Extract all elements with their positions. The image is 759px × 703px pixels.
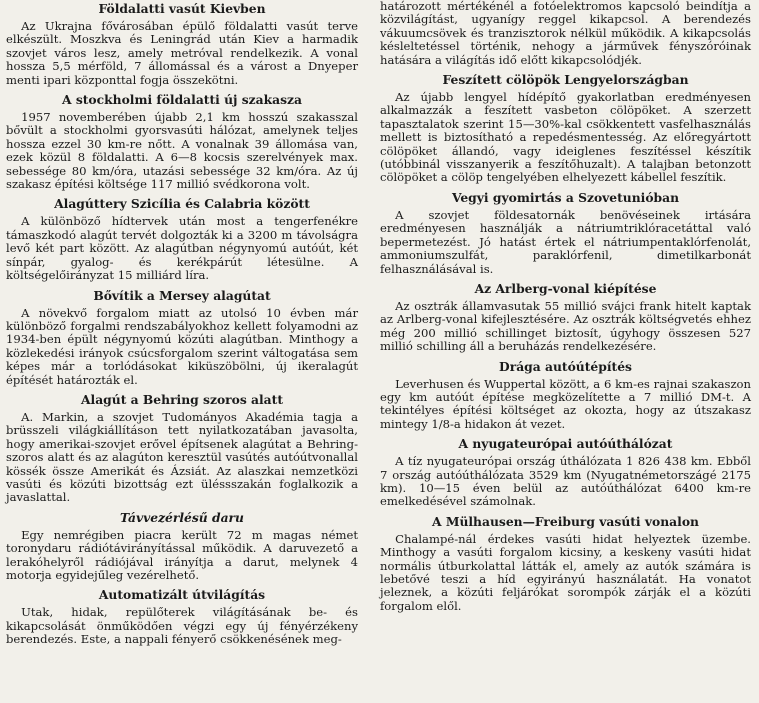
article-body: 1957 novemberében újabb 2,1 km hosszú szakasszal bővült a stockholmi gyorsvasúti hálózat, amelynek teljes hossza ezzel 30 km-re nőtt. A vonalnak 39 állomása van, ezek közül 8 földalatti. A 6—8 kocsis szerelvények max. sebessége 80 km/óra, utazási sebessége 32 km/óra. Az új szakasz építési költsége 117 millió svédkorona volt. bbox=[6, 110, 358, 192]
article-western-europe-motorways bbox=[380, 437, 751, 509]
article-arlberg-line bbox=[380, 282, 751, 354]
article-behring-tunnel bbox=[6, 393, 358, 505]
article-body: Egy nemrégiben piacra került 72 m magas német toronydaru rádiótávirányítással működik. A daruvezető a lerakóhelyről rádiójával irányítja a darut, melynek 4 motorja egyidejűleg vezérelhető. bbox=[6, 527, 358, 582]
article-expensive-motorway bbox=[380, 360, 751, 432]
article-stockholm-metro bbox=[6, 93, 358, 191]
article-body: A növekvő forgalom miatt az utolsó 10 évben már különböző forgalmi rendszabályokhoz kellett folyamodni az 1934-ben épült négynyomú közúti alagútban. Minthogy a közlekedési irányok csúcsforgalom szerint váltogatása sem képes már a torlódásokat kiküszöbölni, új ikeralagút építését határozták el. bbox=[6, 305, 358, 387]
article-body: A szovjet földesatornák benövéseinek irtására eredményesen használják a nátriumtriklóracetáttal való bepermetezést. Jó hatást értek el nátriumpentaklórfenolát, ammoniumszulfát, paraklórfenil, dimetilkarbonát felhasználásával is. bbox=[380, 207, 751, 276]
article-heading: A Mülhausen—Freiburg vasúti vonalon bbox=[432, 513, 699, 529]
article-heading: Távvezérlésű daru bbox=[120, 509, 244, 525]
left-column bbox=[0, 0, 368, 703]
article-heading: Vegyi gyomirtás a Szovetunióban bbox=[451, 189, 680, 205]
article-heading: Automatizált útvilágítás bbox=[98, 587, 266, 603]
article-mulhausen-freiburg bbox=[380, 515, 751, 613]
article-kiev-metro bbox=[6, 2, 358, 87]
right-column bbox=[368, 0, 759, 703]
article-heading: Alagút a Behring szoros alatt bbox=[80, 391, 284, 407]
article-remote-crane bbox=[6, 511, 358, 583]
article-lighting-continuation bbox=[380, 0, 751, 67]
article-heading: Földalatti vasút Kievben bbox=[98, 1, 266, 16]
article-body: határozott mértékénél a fotóelektromos kapcsoló beindítja a közvilágítást, ugyanígy reggel kikapcsol. A berendezés vákuumcsövek és tranzisztorok nélkül működik. A kikapcsolás késleltetéssel történik, nehogy a járművek fényszóróinak hatására a világítás idő előtt kikapcsolódjék. bbox=[380, 0, 751, 67]
article-body: Az Ukrajna fővárosában épülő földalatti vasút terve elkészült. Moszkva és Leningrád után Kiev a harmadik szovjet város lesz, amely metróval rendelkezik. A vonal hossza 5,5 mérföld, 7 állomással és a várost a Dnyeper menti ipari központtal fogja összekötni. bbox=[6, 19, 358, 87]
article-heading: Bővítik a Mersey alagútat bbox=[93, 287, 271, 303]
article-weed-control bbox=[380, 191, 751, 276]
article-sicily-tunnel bbox=[6, 197, 358, 282]
article-body: Az újabb lengyel hídépítő gyakorlatban eredményesen alkalmazzák a feszített vasbeton cölöpöket. A szerzett tapasztalatok szerint 15—30%-kal csökkentett vasfelhasználás mellett is biztosítható a repedésmentesség. Az előregyártott cölöpöket állandó, vagy ideiglenes feszítéssel készítik (utóbbinál visszanyerik a feszítőhuzalt). A talajban betonzott cölöpöket a cölöp tengelyében elhelyezett kábellel feszítik. bbox=[380, 90, 751, 185]
article-body: A különböző hídtervek után most a tengerfenékre támaszkodó alagút tervét dolgozták ki a 3200 m távolságra levő két part között. Az alagútban négynyomú autóút, két sínpár, gyalog- és kerékpárút létesülne. A költségelőirányzat 15 milliárd líra. bbox=[6, 214, 358, 283]
article-heading: Drága autóútépítés bbox=[499, 358, 632, 374]
article-body: Az osztrák államvasutak 55 millió svájci frank hitelt kaptak az Arlberg-vonal kifejlesztésére. Az osztrák költségvetés ehhez még 200 millió schillinget biztosít, úgyhogy összesen 527 millió schilling áll a beruházás rendelkezésére. bbox=[380, 298, 751, 354]
article-poland-piles bbox=[380, 73, 751, 185]
article-body: Leverhusen és Wuppertal között, a 6 km-es rajnai szakaszon egy km autóút építése megközelítette a 7 millió DM-t. A tekintélyes építési költséget az okozta, hogy az útszakasz mintegy 1/8-a hidakon át vezet. bbox=[380, 376, 751, 431]
article-mersey-tunnel bbox=[6, 289, 358, 387]
article-heading: A stockholmi földalatti új szakasza bbox=[62, 92, 302, 108]
article-heading: Feszített cölöpök Lengyelországban bbox=[442, 72, 689, 88]
article-body: Utak, hidak, repülőterek világításának be- és kikapcsolását önműködően végzi egy új fényérzékeny berendezés. Este, a nappali fényerő csökkenésének meg- bbox=[6, 605, 358, 647]
article-body: A. Markin, a szovjet Tudományos Akadémia tagja a brüsszeli világkiállításon tett nyilatkozatában javasolta, hogy amerikai-szovjet erővel építsenek alagútat a Behring-szoros alatt és az alagúton keresztül vasútés autóútvonallal kössék össze Amerikát és Ázsiát. Az alaszkai nemzetközi vasúti és közúti bizottság ezt üléssszakán foglalkozik a javaslattal. bbox=[6, 409, 358, 505]
article-heading: Alagúttery Szicília és Calabria között bbox=[54, 196, 310, 212]
article-body: A tíz nyugateurópai ország úthálózata 1 826 438 km. Ebből 7 ország autóúthálózata 3529 km (Nyugatnémetországé 2175 km). 10—15 éven belül az autóúthálózat 6400 km-re emelkedésével számolnak. bbox=[380, 454, 751, 509]
article-heading: A nyugateurópai autóúthálózat bbox=[458, 436, 673, 452]
article-body: Chalampé-nál érdekes vasúti hidat helyeztek üzembe. Minthogy a vasúti forgalom kicsiny, a keskeny vasúti hidat normális útburkolattal látták el, amely az autók számára is lebetővé teszi a híd egyirányú használatát. Ha vonatot jeleznek, a közúti feljárókat sorompók zárják el a közúti forgalom elől. bbox=[380, 531, 751, 613]
article-automated-lighting bbox=[6, 588, 358, 646]
article-heading: Az Arlberg-vonal kiépítése bbox=[474, 280, 657, 296]
